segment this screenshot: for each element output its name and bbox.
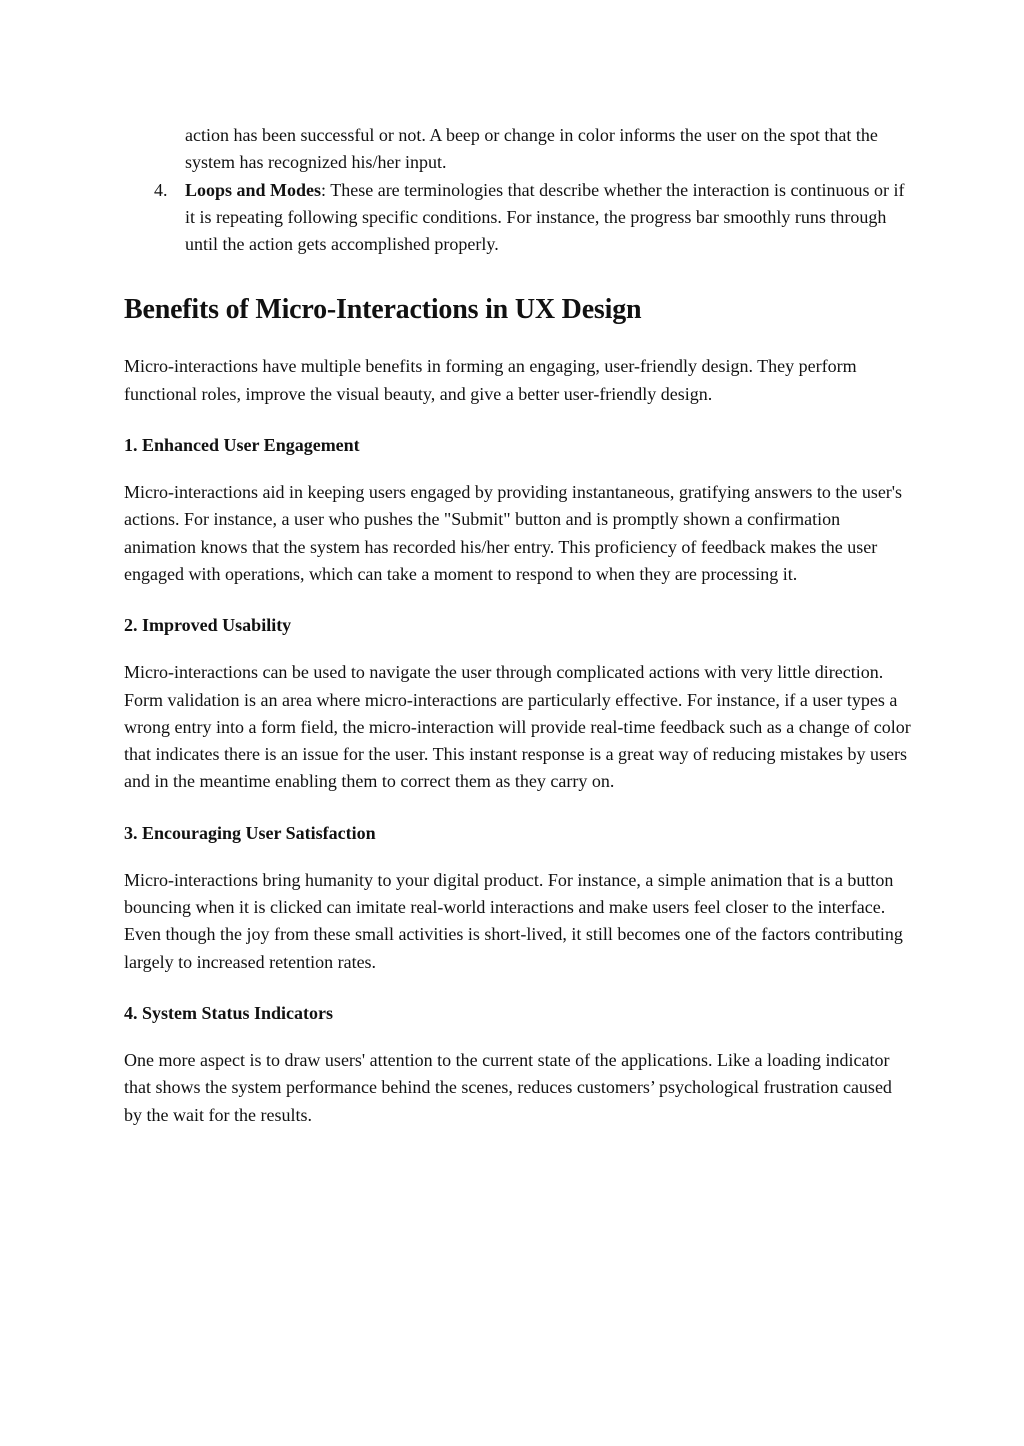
list-item-4-number: 4.	[154, 179, 168, 200]
subsection-title-2: 2. Improved Usability	[124, 615, 292, 636]
section-heading: Benefits of Micro-Interactions in UX Design	[124, 294, 642, 326]
document-content	[124, 122, 914, 1129]
list-item-3-continuation: action has been successful or not. A beep or change in color informs the user on the spot that the system has recognized his/her input.	[185, 125, 878, 173]
subsection-title-4: 4. System Status Indicators	[124, 1002, 334, 1023]
subsection-body-2: Micro-interactions can be used to navigate the user through complicated actions with very little direction. Form validation is an area where micro-interactions are particularly effective. For instance, if a user types a wrong entry into a form field, the micro-interaction will provide real-time feedback such as a change of color that indicates there is an issue for the user. This instant response is a great way of reducing mistakes by users and in the meantime enabling them to correct them as they carry on.	[124, 662, 911, 792]
subsection-body-4: One more aspect is to draw users' attention to the current state of the applications. Like a loading indicator that shows the system performance behind the scenes, reduces customers’ psychological frustration caused by the wait for the results.	[124, 1049, 892, 1125]
list-item-4-text: : These are terminologies that describe whether the interaction is continuous or if it is repeating following specific conditions. For instance, the progress bar smoothly runs through until the action gets accomplished properly.	[185, 179, 905, 255]
subsection-title-3: 3. Encouraging User Satisfaction	[124, 822, 376, 843]
list-item-4-term: Loops and Modes	[185, 179, 322, 200]
subsection-title-1: 1. Enhanced User Engagement	[124, 435, 360, 456]
intro-paragraph: Micro-interactions have multiple benefits in forming an engaging, user-friendly design. They perform functional roles, improve the visual beauty, and give a better user-friendly design.	[124, 356, 857, 404]
list-item-4	[154, 177, 914, 259]
subsection-body-3: Micro-interactions bring humanity to your digital product. For instance, a simple animation that is a button bouncing when it is clicked can imitate real-world interactions and make users feel closer to the interface. Even though the joy from these small activities is short-lived, it still becomes one of the factors contributing largely to increased retention rates.	[124, 869, 903, 972]
subsection-body-1: Micro-interactions aid in keeping users engaged by providing instantaneous, gratifying answers to the user's actions. For instance, a user who pushes the "Submit" button and is promptly shown a confirmation animation knows that the system has recorded his/her entry. This proficiency of feedback makes the user engaged with operations, which can take a moment to respond to when they are processing it.	[124, 482, 903, 584]
